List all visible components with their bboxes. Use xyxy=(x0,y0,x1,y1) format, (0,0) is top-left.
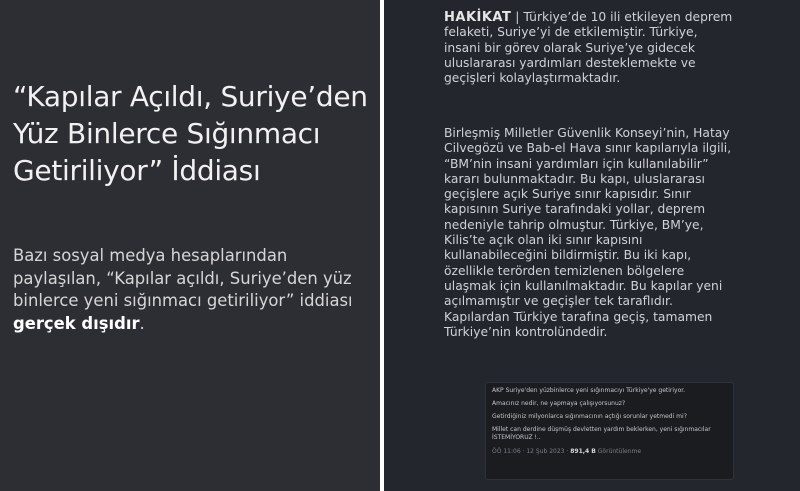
tweet-views: 891,4 B xyxy=(570,448,596,455)
paragraph-1-text: Türkiye’de 10 ili etkileyen deprem felaketi, Suriye’yi de etkilemiştir. Türkiye, insani bir görev olarak Suriye’ye gidecek uluslararası yardımları desteklemekte ve geçişleri kolaylaştırmaktadır. xyxy=(444,10,733,86)
brand-label: HAKİKAT xyxy=(444,10,512,25)
tweet-views-label: Görüntülenme xyxy=(595,448,642,455)
tweet-line: Amacınız nedir, ne yapmaya çalışıyorsunuz? xyxy=(492,400,626,407)
verdict: gerçek dışıdır xyxy=(13,313,140,333)
tweet-line: AKP Suriye'den yüzbinlerce yeni sığınmacıyı Türkiye'ye getiriyor. xyxy=(492,387,686,394)
tweet-timestamp: ÖÖ 11:06 · 12 Şub 2023 · xyxy=(492,448,571,455)
tweet-line: Getirdiğiniz milyonlarca sığınmacının açtığı sorunlar yetmedi mi? xyxy=(492,413,687,420)
headline: “Kapılar Açıldı, Suriye’den Yüz Binlerce Sığınmacı Getiriliyor” İddiası xyxy=(13,80,368,187)
left-panel xyxy=(0,0,380,491)
tweet-line: Millet can derdine düşmüş devletten yardım beklerken, yeni sığınmacılar İSTEMİYORUZ !.. xyxy=(492,426,711,441)
claim-text: Bazı sosyal medya hesaplarından paylaşılan, “Kapılar açıldı, Suriye’den yüz binlerce yeni sığınmacı getiriliyor” iddiası xyxy=(13,246,353,310)
paragraph-1 xyxy=(444,10,734,86)
paragraph-2: Birleşmiş Milletler Güvenlik Konseyi’nin, Hatay Cilvegözü ve Bab-el Hava sınır kapılarıyla ilgili, “BM’nin insani yardımları için kullanılabilir” kararı bulunmaktadır. Bu kapı, uluslararası geçişlere açık Suriye sınır kapısıdır. Sınır kapısının Suriye tarafındaki yollar, deprem nedeniyle tahrip olmuştur. Türkiye, BM’ye, Kilis’te açık olan iki sınır kapısını kullanabileceğini bildirmiştir. Bu iki kapı, özellikle terörden temizlenen bölgelere ulaşmak için kullanılmaktadır. Bu kapılar yeni açılmamıştır ve geçişler tek taraflıdır. Kapılardan Türkiye tarafına geçiş, tamamen Türkiye’nin kontrolündedir. xyxy=(444,126,732,339)
claim-summary xyxy=(13,245,373,335)
tweet-meta xyxy=(492,448,727,456)
brand-separator: | xyxy=(511,10,524,24)
tweet-screenshot xyxy=(485,382,734,480)
claim-end: . xyxy=(139,313,145,333)
